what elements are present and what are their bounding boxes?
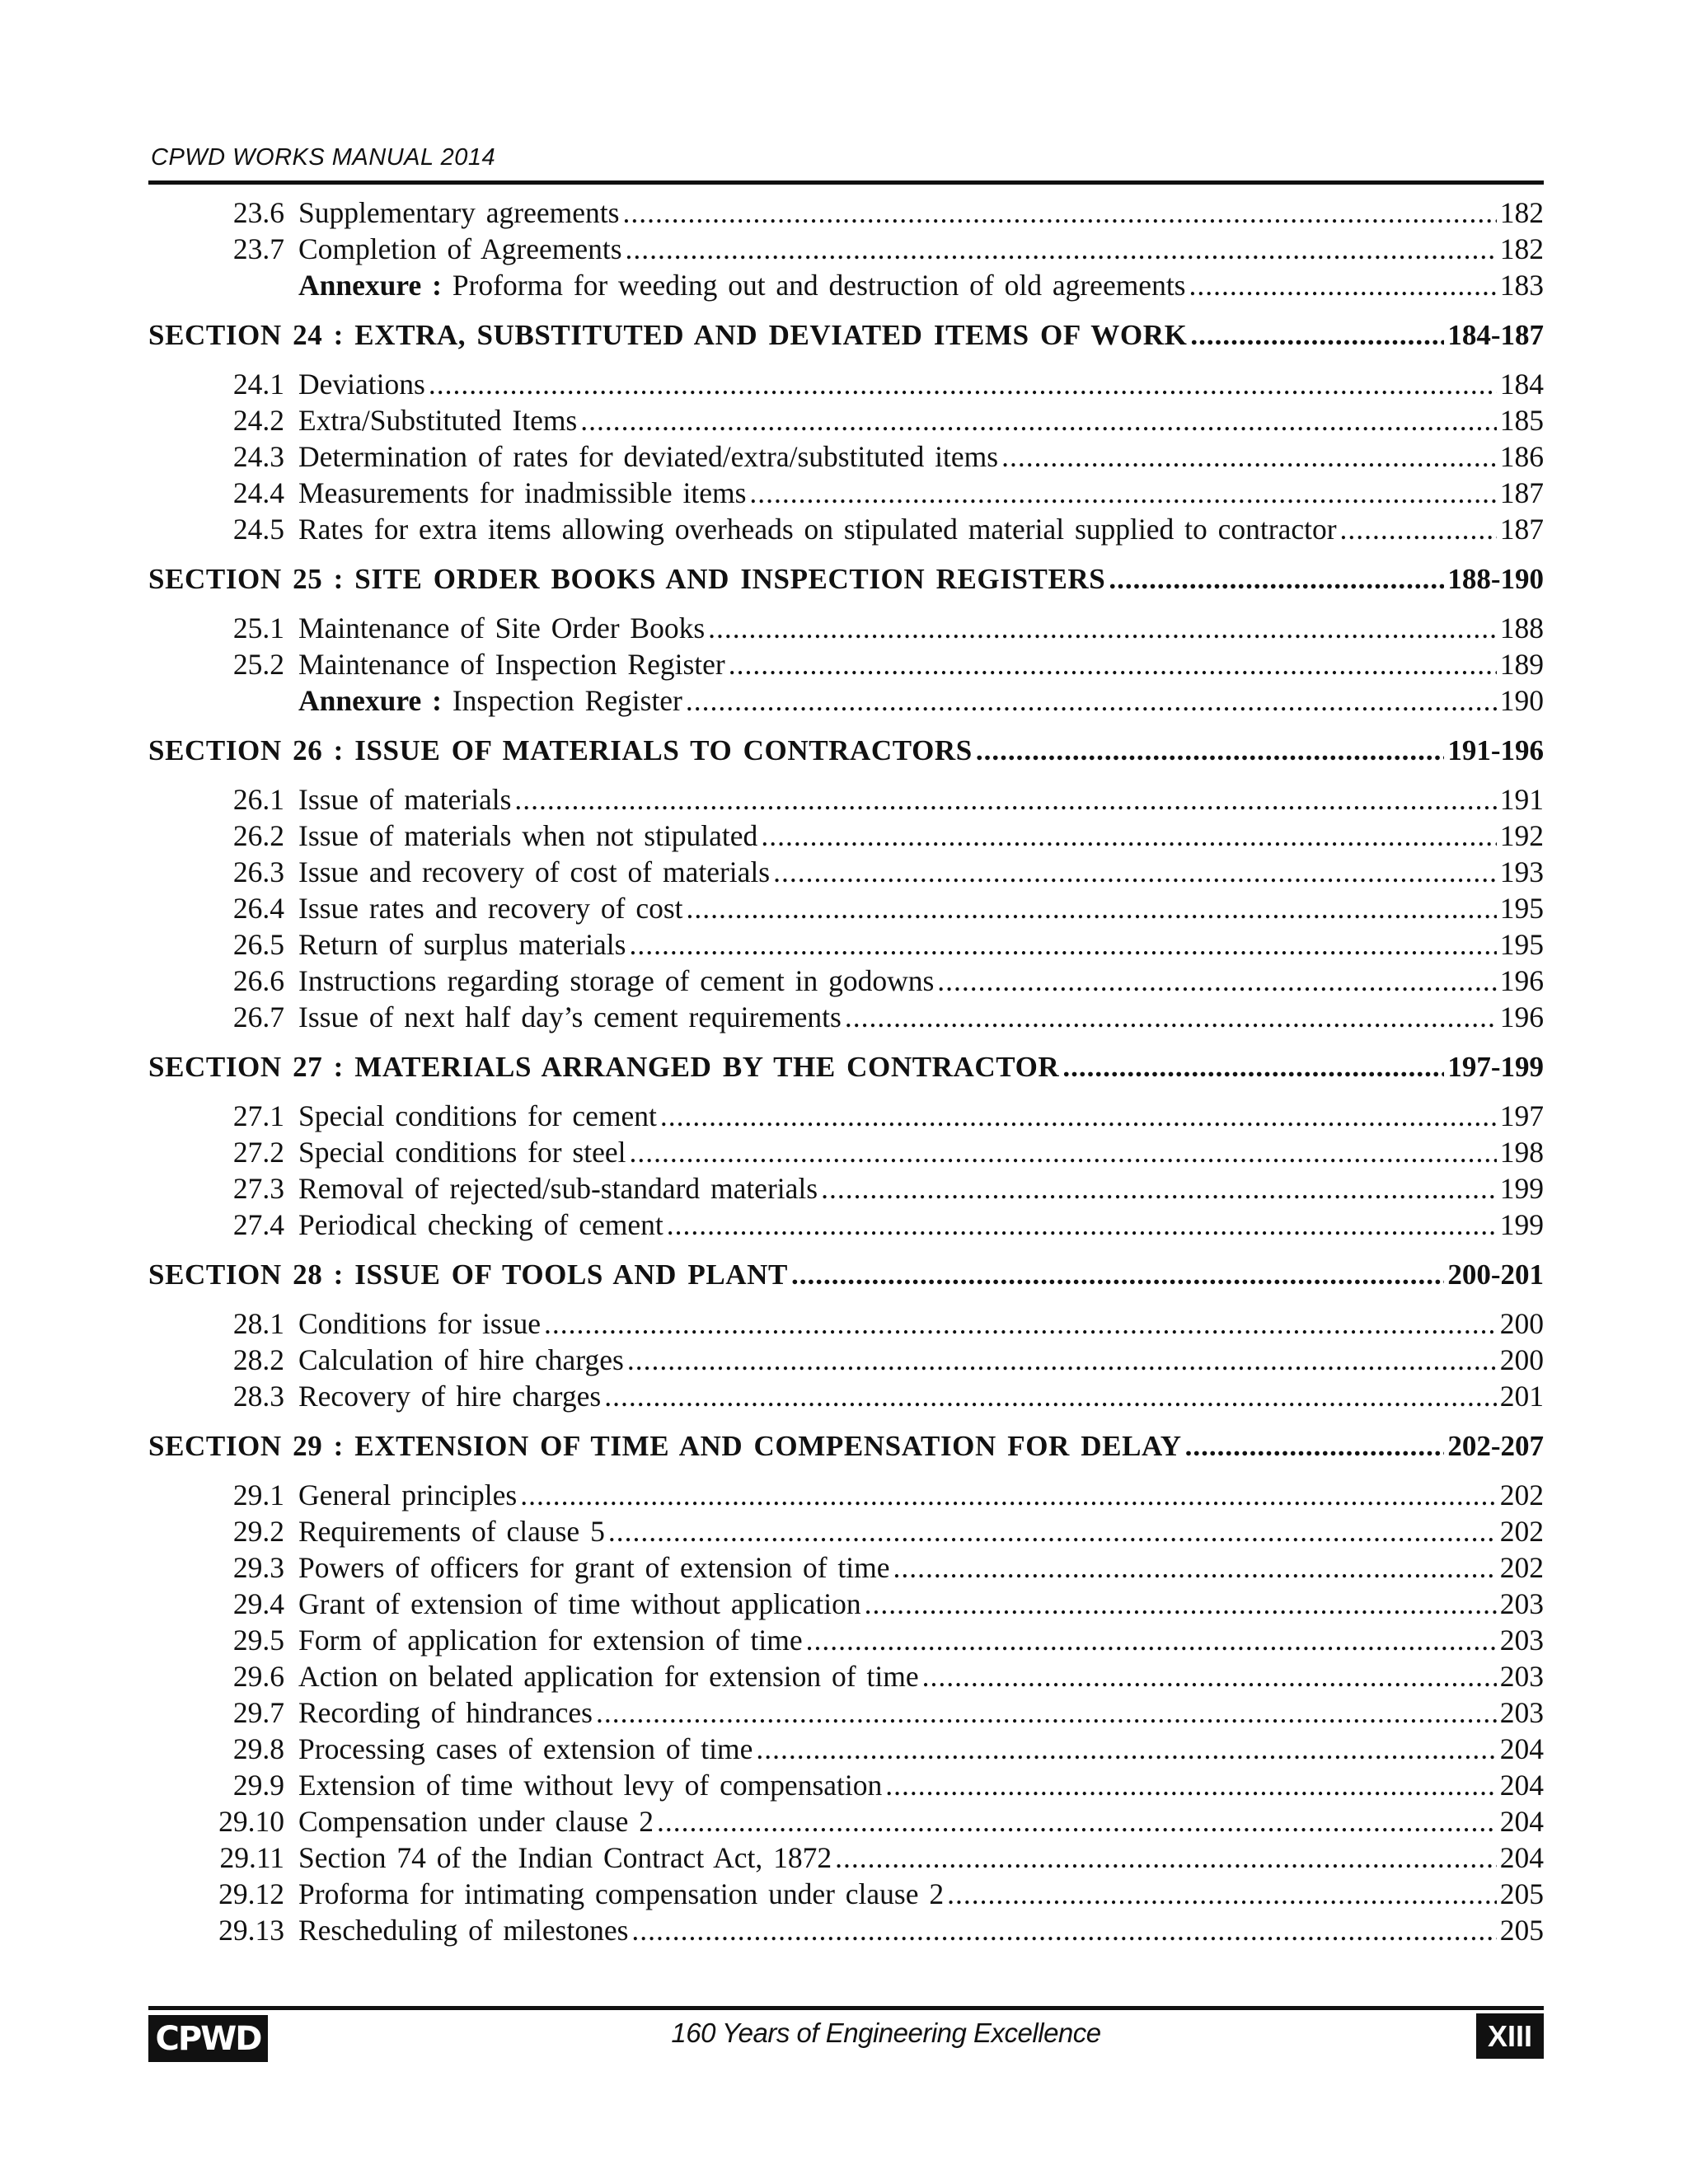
dot-leader — [821, 1170, 1497, 1207]
toc-section-heading — [148, 1049, 1544, 1085]
dot-leader — [1185, 1428, 1445, 1465]
toc-entry-title: Instructions regarding storage of cement in godowns — [298, 964, 935, 997]
toc-page-number: 204 — [1499, 1769, 1544, 1802]
toc-entry — [148, 646, 1544, 682]
toc-entry-number: 24.4 — [232, 476, 284, 509]
toc-page-number: 195 — [1499, 892, 1544, 925]
toc-entry — [148, 1477, 1544, 1513]
toc-page-number: 185 — [1499, 404, 1544, 437]
toc-page-number: 188-190 — [1447, 563, 1544, 595]
dot-leader — [604, 1378, 1497, 1414]
toc-entry-number: 29.10 — [218, 1805, 284, 1838]
toc-entry-title: Return of surplus materials — [298, 928, 626, 961]
toc-entry-number: 23.7 — [232, 232, 284, 265]
toc-page-number: 203 — [1499, 1587, 1544, 1620]
toc-entry-number: 29.11 — [219, 1841, 284, 1874]
toc-entry — [148, 781, 1544, 818]
dot-leader — [1189, 267, 1497, 303]
toc-page-number: 203 — [1499, 1624, 1544, 1657]
dot-leader — [608, 1513, 1497, 1549]
toc-page-number: 195 — [1499, 928, 1544, 961]
toc-entry-number: 28.2 — [232, 1343, 284, 1376]
toc-entry-number: 24.3 — [232, 440, 284, 473]
dot-leader — [429, 366, 1497, 402]
toc-section-heading — [148, 733, 1544, 769]
dot-leader — [626, 231, 1497, 267]
toc-entry-number: 27.1 — [232, 1099, 284, 1132]
toc-entry-title: Completion of Agreements — [298, 232, 622, 265]
toc-page-number: 183 — [1499, 269, 1544, 302]
annexure-label: Annexure : — [298, 684, 442, 717]
toc-entry-number: 25.2 — [232, 648, 284, 681]
toc-entry — [148, 511, 1544, 547]
toc-page-number: 201 — [1499, 1380, 1544, 1413]
toc-entry — [148, 1513, 1544, 1549]
toc-entry-number: 26.4 — [232, 892, 284, 925]
toc-entry-title: Requirements of clause 5 — [298, 1515, 605, 1548]
toc-entry-title: Rescheduling of milestones — [298, 1914, 629, 1947]
annexure-text: Inspection Register — [452, 684, 682, 717]
toc-page-number: 187 — [1499, 476, 1544, 509]
dot-leader — [806, 1622, 1497, 1658]
toc-entry-number: 26.6 — [232, 964, 284, 997]
toc-entry-title: Extension of time without levy of compensation — [298, 1769, 883, 1802]
toc-entry — [148, 1378, 1544, 1414]
table-of-contents — [148, 194, 1544, 1948]
toc-page-number: 205 — [1499, 1914, 1544, 1947]
toc-page-number: 203 — [1499, 1696, 1544, 1729]
dot-leader — [580, 402, 1496, 438]
toc-entry — [148, 438, 1544, 475]
toc-entry-title: Issue of materials — [298, 783, 512, 816]
toc-page-number: 197 — [1499, 1099, 1544, 1132]
toc-entry — [148, 1098, 1544, 1134]
toc-page-number: 204 — [1499, 1805, 1544, 1838]
dot-leader — [937, 963, 1496, 999]
dot-leader — [630, 926, 1497, 963]
toc-entry-title: Maintenance of Inspection Register — [298, 648, 725, 681]
dot-leader — [1109, 561, 1444, 598]
toc-entry-title: Rates for extra items allowing overheads on stipulated material supplied to contractor — [298, 513, 1337, 546]
section-title: SECTION 29 : EXTENSION OF TIME AND COMPENSATION FOR DELAY — [148, 1430, 1182, 1462]
dot-leader — [845, 999, 1497, 1035]
toc-page-number: 191 — [1499, 783, 1544, 816]
toc-entry — [148, 1694, 1544, 1731]
toc-page-number: 182 — [1499, 232, 1544, 265]
dot-leader — [627, 1342, 1497, 1378]
toc-page-number: 202 — [1499, 1515, 1544, 1548]
toc-entry — [148, 926, 1544, 963]
toc-page-number: 204 — [1499, 1732, 1544, 1765]
toc-page-number: 199 — [1499, 1208, 1544, 1241]
toc-page-number: 199 — [1499, 1172, 1544, 1205]
toc-entry-number: 29.6 — [232, 1660, 284, 1693]
toc-entry-title: Section 74 of the Indian Contract Act, 1872 — [298, 1841, 832, 1874]
toc-entry-title: Periodical checking of cement — [298, 1208, 663, 1241]
dot-leader — [1340, 511, 1497, 547]
toc-page-number: 197-199 — [1447, 1051, 1544, 1083]
dot-leader — [756, 1731, 1496, 1767]
toc-entry-number: 28.3 — [232, 1380, 284, 1413]
section-title: SECTION 26 : ISSUE OF MATERIALS TO CONTRACTORS — [148, 734, 973, 766]
section-title: SECTION 28 : ISSUE OF TOOLS AND PLANT — [148, 1258, 788, 1291]
toc-entry-number: 29.7 — [232, 1696, 284, 1729]
toc-entry — [148, 1549, 1544, 1586]
toc-entry-title: Special conditions for steel — [298, 1136, 626, 1169]
toc-page-number: 187 — [1499, 513, 1544, 546]
toc-entry-number: 26.7 — [232, 1001, 284, 1033]
dot-leader — [686, 682, 1497, 719]
dot-leader — [622, 194, 1496, 231]
toc-entry-title: Issue of materials when not stipulated — [298, 819, 758, 852]
footer-rule — [148, 2006, 1544, 2010]
toc-page-number: 198 — [1499, 1136, 1544, 1169]
toc-entry-title: Issue rates and recovery of cost — [298, 892, 683, 925]
running-header: CPWD WORKS MANUAL 2014 — [151, 144, 496, 171]
dot-leader — [1190, 317, 1444, 354]
dot-leader — [1062, 1049, 1444, 1085]
toc-entry — [148, 999, 1544, 1035]
dot-leader — [773, 854, 1497, 890]
dot-leader — [749, 475, 1496, 511]
toc-page-number: 200 — [1499, 1343, 1544, 1376]
toc-entry — [148, 890, 1544, 926]
dot-leader — [729, 646, 1497, 682]
toc-entry — [148, 1207, 1544, 1243]
toc-entry-number: 26.3 — [232, 855, 284, 888]
toc-entry-title: Calculation of hire charges — [298, 1343, 624, 1376]
toc-section-heading — [148, 1257, 1544, 1293]
toc-entry — [148, 1731, 1544, 1767]
dot-leader — [865, 1586, 1497, 1622]
toc-entry-number: 29.5 — [232, 1624, 284, 1657]
toc-page-number: 200-201 — [1447, 1258, 1544, 1291]
toc-entry — [148, 1840, 1544, 1876]
toc-page-number: 204 — [1499, 1841, 1544, 1874]
toc-entry-number: 24.2 — [232, 404, 284, 437]
dot-leader — [596, 1694, 1497, 1731]
dot-leader — [520, 1477, 1497, 1513]
toc-entry-title: Powers of officers for grant of extension of time — [298, 1551, 890, 1584]
dot-leader — [708, 610, 1497, 646]
toc-entry — [148, 610, 1544, 646]
dot-leader — [922, 1658, 1497, 1694]
dot-leader — [885, 1767, 1497, 1803]
toc-entry-number: 29.4 — [232, 1587, 284, 1620]
toc-entry-title: Processing cases of extension of time — [298, 1732, 753, 1765]
toc-entry-number: 27.2 — [232, 1136, 284, 1169]
toc-entry — [148, 1170, 1544, 1207]
toc-entry-title: Form of application for extension of time — [298, 1624, 803, 1657]
dot-leader — [657, 1803, 1497, 1840]
dot-leader — [1001, 438, 1497, 475]
toc-entry — [148, 1767, 1544, 1803]
toc-page-number: 190 — [1499, 684, 1544, 717]
toc-entry — [148, 1586, 1544, 1622]
toc-entry-title: Recording of hindrances — [298, 1696, 593, 1729]
dot-leader — [667, 1207, 1497, 1243]
toc-page-number: 182 — [1499, 196, 1544, 229]
toc-section-heading — [148, 1428, 1544, 1465]
annexure-text: Proforma for weeding out and destruction of old agreements — [452, 269, 1186, 302]
toc-page-number: 203 — [1499, 1660, 1544, 1693]
toc-entry — [148, 854, 1544, 890]
toc-entry — [148, 1658, 1544, 1694]
toc-page-number: 200 — [1499, 1307, 1544, 1340]
toc-page-number: 202-207 — [1447, 1430, 1544, 1462]
toc-entry-number: 29.12 — [218, 1877, 284, 1910]
toc-entry-number: 29.1 — [232, 1479, 284, 1511]
toc-entry — [148, 1622, 1544, 1658]
toc-entry — [148, 1912, 1544, 1948]
toc-section-heading — [148, 317, 1544, 354]
toc-page-number: 191-196 — [1447, 734, 1544, 766]
dot-leader — [761, 818, 1496, 854]
toc-entry — [148, 366, 1544, 402]
dot-leader — [835, 1840, 1497, 1876]
toc-entry-number: 29.13 — [218, 1914, 284, 1947]
toc-page-number: 184 — [1499, 368, 1544, 401]
toc-page-number: 192 — [1499, 819, 1544, 852]
toc-entry-title: Measurements for inadmissible items — [298, 476, 747, 509]
toc-entry — [148, 1876, 1544, 1912]
toc-entry-title: Supplementary agreements — [298, 196, 620, 229]
toc-annexure — [148, 267, 1544, 303]
toc-page-number: 189 — [1499, 648, 1544, 681]
page-number: XIII — [1476, 2013, 1544, 2059]
toc-entry-title: Grant of extension of time without application — [298, 1587, 861, 1620]
toc-annexure-title — [298, 267, 1186, 303]
header-rule — [148, 180, 1544, 185]
toc-entry-title: General principles — [298, 1479, 518, 1511]
toc-annexure — [148, 682, 1544, 719]
toc-entry-number: 27.3 — [232, 1172, 284, 1205]
toc-entry-title: Issue of next half day’s cement requirements — [298, 1001, 842, 1033]
toc-entry-number: 26.5 — [232, 928, 284, 961]
toc-page-number: 205 — [1499, 1877, 1544, 1910]
dot-leader — [687, 890, 1497, 926]
dot-leader — [976, 733, 1444, 769]
dot-leader — [514, 781, 1496, 818]
toc-entry-title: Special conditions for cement — [298, 1099, 657, 1132]
toc-entry-title: Determination of rates for deviated/extra/substituted items — [298, 440, 999, 473]
toc-entry-title: Removal of rejected/sub-standard materials — [298, 1172, 818, 1205]
dot-leader — [631, 1912, 1496, 1948]
toc-entry-number: 27.4 — [232, 1208, 284, 1241]
toc-entry — [148, 1134, 1544, 1170]
dot-leader — [660, 1098, 1497, 1134]
toc-entry-title: Maintenance of Site Order Books — [298, 612, 706, 644]
toc-entry — [148, 402, 1544, 438]
dot-leader — [544, 1305, 1497, 1342]
dot-leader — [791, 1257, 1444, 1293]
dot-leader — [893, 1549, 1497, 1586]
toc-entry-number: 26.2 — [232, 819, 284, 852]
dot-leader — [947, 1876, 1497, 1912]
section-title: SECTION 24 : EXTRA, SUBSTITUTED AND DEVIATED ITEMS OF WORK — [148, 319, 1188, 351]
toc-entry-title: Compensation under clause 2 — [298, 1805, 654, 1838]
toc-annexure-title — [298, 682, 682, 719]
toc-entry-title: Extra/Substituted Items — [298, 404, 578, 437]
toc-entry-number: 29.3 — [232, 1551, 284, 1584]
toc-entry-number: 24.5 — [232, 513, 284, 546]
annexure-label: Annexure : — [298, 269, 442, 302]
toc-page-number: 196 — [1499, 1001, 1544, 1033]
toc-entry-number: 29.9 — [232, 1769, 284, 1802]
toc-entry-number: 29.2 — [232, 1515, 284, 1548]
toc-page-number: 184-187 — [1447, 319, 1544, 351]
footer-tagline: 160 Years of Engineering Excellence — [671, 2018, 1101, 2048]
toc-entry-title: Issue and recovery of cost of materials — [298, 855, 771, 888]
toc-entry-number: 24.1 — [232, 368, 284, 401]
cpwd-logo: CPWD — [148, 2015, 268, 2062]
toc-entry — [148, 194, 1544, 231]
toc-section-heading — [148, 561, 1544, 598]
toc-page-number: 196 — [1499, 964, 1544, 997]
toc-entry-title: Conditions for issue — [298, 1307, 541, 1340]
toc-entry — [148, 1803, 1544, 1840]
toc-entry — [148, 963, 1544, 999]
toc-entry — [148, 1342, 1544, 1378]
toc-entry-number: 29.8 — [232, 1732, 284, 1765]
toc-entry-number: 26.1 — [232, 783, 284, 816]
toc-page-number: 202 — [1499, 1551, 1544, 1584]
toc-entry-title: Deviations — [298, 368, 425, 401]
toc-entry — [148, 818, 1544, 854]
toc-page-number: 186 — [1499, 440, 1544, 473]
toc-page-number: 202 — [1499, 1479, 1544, 1511]
toc-page-number: 188 — [1499, 612, 1544, 644]
toc-page-number: 193 — [1499, 855, 1544, 888]
toc-entry-title: Recovery of hire charges — [298, 1380, 602, 1413]
toc-entry-title: Proforma for intimating compensation under clause 2 — [298, 1877, 945, 1910]
section-title: SECTION 25 : SITE ORDER BOOKS AND INSPECTION REGISTERS — [148, 563, 1106, 595]
toc-entry — [148, 1305, 1544, 1342]
toc-entry-number: 28.1 — [232, 1307, 284, 1340]
section-title: SECTION 27 : MATERIALS ARRANGED BY THE CONTRACTOR — [148, 1051, 1060, 1083]
toc-entry-title: Action on belated application for extension of time — [298, 1660, 919, 1693]
toc-entry-number: 25.1 — [232, 612, 284, 644]
toc-entry-number: 23.6 — [232, 196, 284, 229]
toc-entry — [148, 475, 1544, 511]
toc-entry — [148, 231, 1544, 267]
dot-leader — [629, 1134, 1496, 1170]
